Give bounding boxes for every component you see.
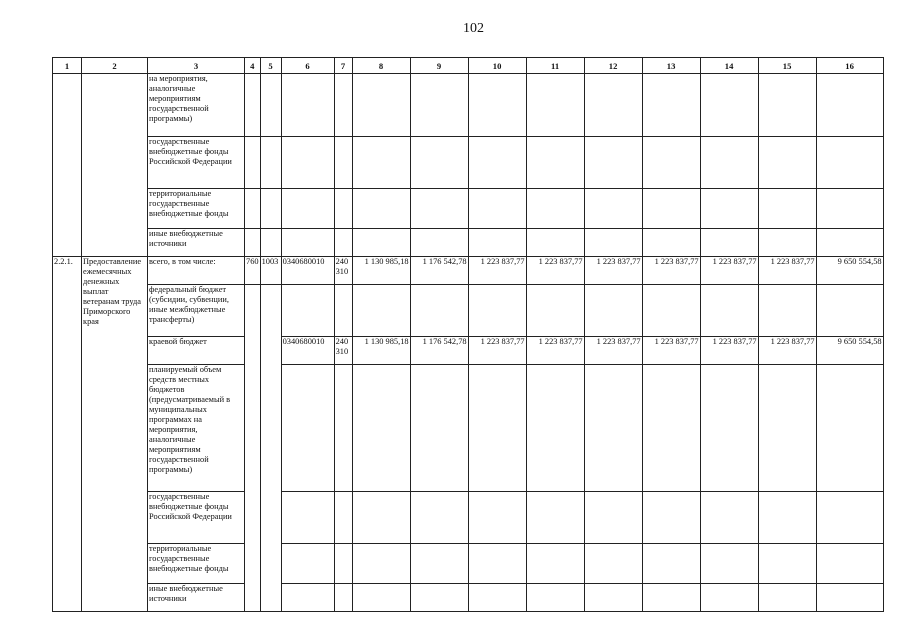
amount-cell: 1 223 837,77 <box>468 337 526 365</box>
page-number: 102 <box>463 21 484 36</box>
vr-code-cell: 240 310 <box>334 337 352 365</box>
amount-cell: 1 130 985,18 <box>352 257 410 285</box>
funding-source-cell: иные внебюджетные источники <box>148 584 245 612</box>
column-header: 1 <box>53 58 82 74</box>
amount-cell: 1 223 837,77 <box>700 257 758 285</box>
column-header: 9 <box>410 58 468 74</box>
funding-source-cell: федеральный бюджет (субсидии, субвенции, иные межбюджетные трансферты) <box>148 285 245 337</box>
rzpr-code-cell: 1003 <box>260 257 281 285</box>
column-header: 8 <box>352 58 410 74</box>
table-row <box>53 365 884 492</box>
funding-source-cell: планируемый объем средств местных бюджетов (предусматриваемый в муниципальных программах на мероприятия, аналогичные мероприятиям государственной программы) <box>148 365 245 492</box>
table-row <box>53 189 884 229</box>
funding-source-cell: территориальные государственные внебюджетные фонды <box>148 189 245 229</box>
funding-source-cell: территориальные государственные внебюджетные фонды <box>148 544 245 584</box>
column-header: 2 <box>82 58 148 74</box>
funding-source-cell: иные внебюджетные источники <box>148 229 245 257</box>
column-header: 15 <box>758 58 816 74</box>
empty-number-cell <box>53 74 82 257</box>
amount-cell: 1 223 837,77 <box>700 337 758 365</box>
column-header: 10 <box>468 58 526 74</box>
table-row <box>53 584 884 612</box>
funding-source-cell: краевой бюджет <box>148 337 245 365</box>
amount-cell: 1 223 837,77 <box>526 257 584 285</box>
column-header: 4 <box>245 58 261 74</box>
total-amount-cell: 9 650 554,58 <box>816 337 883 365</box>
amount-cell: 1 223 837,77 <box>758 337 816 365</box>
column-header: 16 <box>816 58 883 74</box>
column-header: 7 <box>334 58 352 74</box>
amount-cell: 1 223 837,77 <box>584 257 642 285</box>
amount-cell: 1 223 837,77 <box>468 257 526 285</box>
funding-source-cell: государственные внебюджетные фонды Российской Федерации <box>148 492 245 544</box>
table-row <box>53 257 884 285</box>
column-number-row <box>53 58 884 74</box>
grbs-code-cell: 760 <box>245 257 261 285</box>
column-header: 5 <box>260 58 281 74</box>
funding-source-cell: всего, в том числе: <box>148 257 245 285</box>
table-row <box>53 137 884 189</box>
table-row <box>53 74 884 137</box>
funding-source-cell: государственные внебюджетные фонды Российской Федерации <box>148 137 245 189</box>
table-row <box>53 492 884 544</box>
empty-code-cell <box>245 285 261 612</box>
column-header: 3 <box>148 58 245 74</box>
table-row <box>53 544 884 584</box>
item-number-cell: 2.2.1. <box>53 257 82 612</box>
amount-cell: 1 223 837,77 <box>642 257 700 285</box>
amount-cell: 1 223 837,77 <box>584 337 642 365</box>
table-row <box>53 229 884 257</box>
amount-cell: 1 223 837,77 <box>642 337 700 365</box>
vr-code-cell: 240 310 <box>334 257 352 285</box>
program-funding-table <box>52 57 884 612</box>
column-header: 14 <box>700 58 758 74</box>
empty-code-cell <box>260 285 281 612</box>
column-header: 13 <box>642 58 700 74</box>
column-header: 11 <box>526 58 584 74</box>
csr-code-cell: 0340680010 <box>281 257 334 285</box>
funding-source-cell: на мероприятия, аналогичные мероприятиям государственной программы) <box>148 74 245 137</box>
amount-cell: 1 223 837,77 <box>758 257 816 285</box>
empty-name-cell <box>82 74 148 257</box>
amount-cell: 1 223 837,77 <box>526 337 584 365</box>
column-header: 12 <box>584 58 642 74</box>
item-name-cell: Предоставление ежемесячных денежных выплат ветеранам труда Приморского края <box>82 257 148 612</box>
table-row <box>53 337 884 365</box>
table-row <box>53 285 884 337</box>
column-header: 6 <box>281 58 334 74</box>
csr-code-cell: 0340680010 <box>281 337 334 365</box>
amount-cell: 1 176 542,78 <box>410 257 468 285</box>
amount-cell: 1 176 542,78 <box>410 337 468 365</box>
total-amount-cell: 9 650 554,58 <box>816 257 883 285</box>
amount-cell: 1 130 985,18 <box>352 337 410 365</box>
